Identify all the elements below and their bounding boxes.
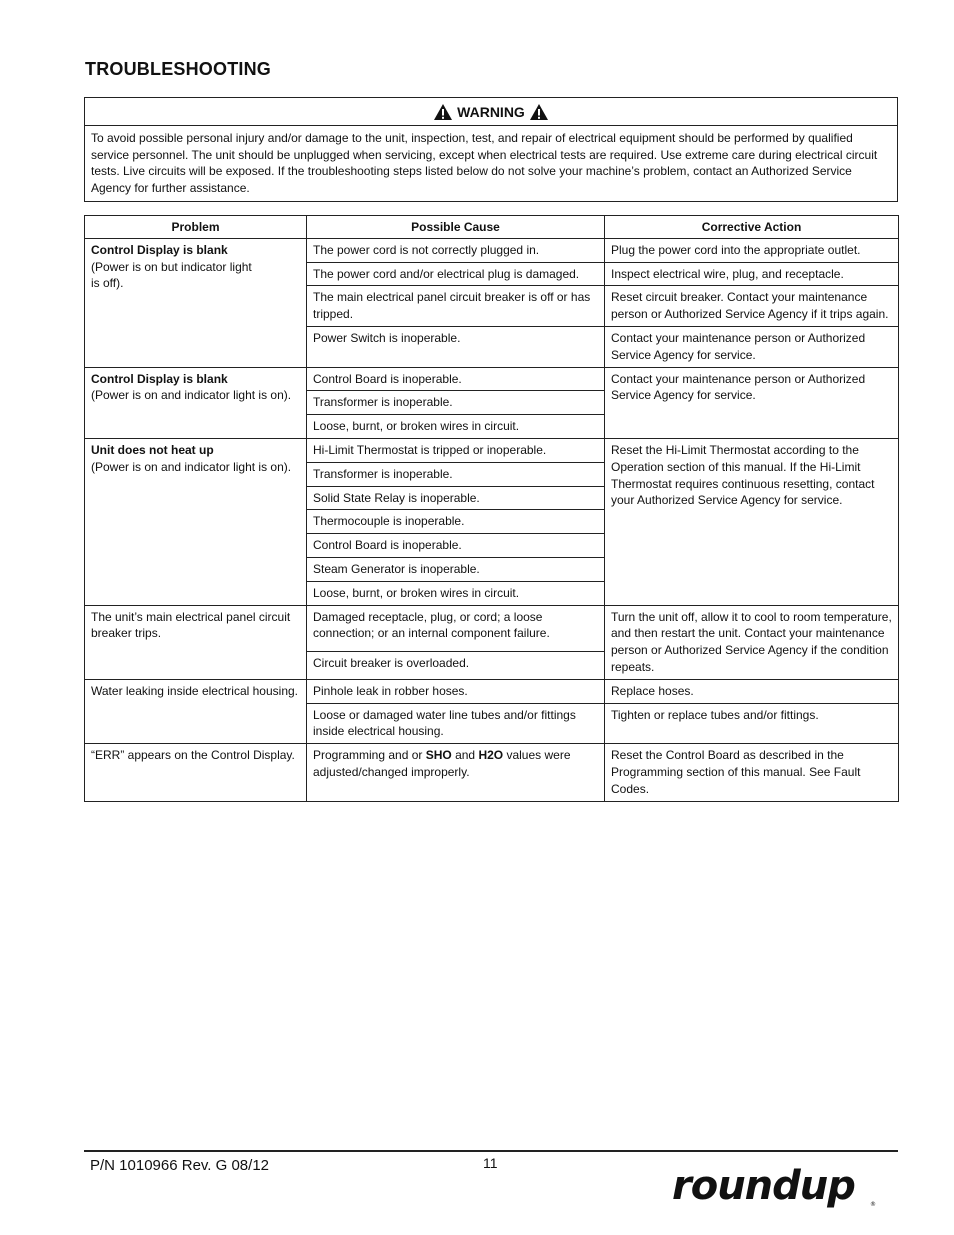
cause-cell: Transformer is inoperable.	[307, 391, 605, 415]
problem-title: Control Display is blank	[91, 242, 228, 257]
problem-detail: (Power is on and indicator light is on).	[91, 459, 292, 474]
cause-cell: Control Board is inoperable.	[307, 534, 605, 558]
cause-cell: Power Switch is inoperable.	[307, 326, 605, 367]
table-row	[85, 744, 899, 801]
problem-title: Control Display is blank	[91, 371, 228, 386]
warning-box	[84, 97, 898, 202]
column-header-problem: Problem	[85, 216, 307, 239]
cause-cell: Control Board is inoperable.	[307, 367, 605, 391]
problem-detail: (Power is on but indicator light is off).	[91, 259, 252, 291]
column-header-cause: Possible Cause	[307, 216, 605, 239]
action-cell: Inspect electrical wire, plug, and receptacle.	[605, 262, 899, 286]
problem-detail: (Power is on and indicator light is on).	[91, 388, 292, 403]
cause-cell: Hi-Limit Thermostat is tripped or inoperable.	[307, 438, 605, 462]
action-cell: Plug the power cord into the appropriate outlet.	[605, 238, 899, 262]
problem-title: Unit does not heat up	[91, 442, 214, 457]
code-sho: SHO	[425, 748, 452, 763]
warning-text: To avoid possible personal injury and/or damage to the unit, inspection, test, and repair of electrical equipment should be performed by qualified service personnel. The unit should be unplugged when servicing, except when electrical tests are required. Use extreme care during electrical circuit tests. Live circuits will be exposed. If the troubleshooting steps listed below do not solve your machine’s problem, contact an Authorized Service Agency for further assistance.	[91, 131, 878, 196]
problem-cell: Water leaking inside electrical housing.	[85, 679, 307, 743]
action-cell: Tighten or replace tubes and/or fittings.	[605, 703, 899, 744]
cause-text: Programming and or	[313, 748, 426, 763]
problem-cell	[85, 367, 307, 438]
table-row	[85, 438, 899, 462]
action-cell: Reset circuit breaker. Contact your maintenance person or Authorized Service Agency if it trips again.	[605, 286, 899, 327]
cause-cell: Circuit breaker is overloaded.	[307, 652, 605, 679]
action-cell: Reset the Hi-Limit Thermostat according to the Operation section of this manual. If the Hi-Limit Thermostat requires continuous resetting, contact your Authorized Service Agency for service.	[605, 438, 899, 605]
part-number: P/N 1010966 Rev. G 08/12	[90, 1157, 270, 1174]
problem-cell	[85, 438, 307, 605]
warning-triangle-icon	[529, 103, 549, 121]
table-row	[85, 679, 899, 703]
svg-text:®: ®	[870, 1201, 876, 1208]
cause-cell: The power cord is not correctly plugged in.	[307, 238, 605, 262]
roundup-logo	[670, 1166, 902, 1210]
problem-cell: The unit’s main electrical panel circuit breaker trips.	[85, 605, 307, 679]
cause-cell: Steam Generator is inoperable.	[307, 557, 605, 581]
cause-cell: Loose or damaged water line tubes and/or fittings inside electrical housing.	[307, 703, 605, 744]
page-title: TROUBLESHOOTING	[85, 59, 271, 79]
action-cell: Replace hoses.	[605, 679, 899, 703]
cause-cell: Pinhole leak in robber hoses.	[307, 679, 605, 703]
table-row	[85, 605, 899, 652]
column-header-action: Corrective Action	[605, 216, 899, 239]
footer-rule	[84, 1150, 898, 1152]
warning-triangle-icon	[433, 103, 453, 121]
cause-cell: Loose, burnt, or broken wires in circuit.	[307, 581, 605, 605]
problem-cell: “ERR” appears on the Control Display.	[85, 744, 307, 801]
cause-text: values were adjusted/changed improperly.	[313, 748, 571, 779]
action-cell: Contact your maintenance person or Authorized Service Agency for service.	[605, 326, 899, 367]
warning-header	[85, 98, 897, 126]
action-cell: Reset the Control Board as described in the Programming section of this manual. See Fault Codes.	[605, 744, 899, 801]
cause-text: and	[451, 748, 479, 763]
cause-cell: The power cord and/or electrical plug is damaged.	[307, 262, 605, 286]
page-number: 11	[483, 1155, 498, 1171]
code-h2o: H2O	[478, 748, 504, 763]
table-row	[85, 367, 899, 391]
cause-cell: Solid State Relay is inoperable.	[307, 486, 605, 510]
action-cell: Contact your maintenance person or Authorized Service Agency for service.	[605, 367, 899, 438]
cause-cell: Damaged receptacle, plug, or cord; a loose connection; or an internal component failure.	[307, 605, 605, 652]
table-header-row	[85, 216, 899, 239]
table-row	[85, 238, 899, 262]
cause-cell: Transformer is inoperable.	[307, 462, 605, 486]
warning-label: WARNING	[457, 103, 525, 120]
troubleshooting-table	[84, 215, 899, 802]
cause-cell: The main electrical panel circuit breaker is off or has tripped.	[307, 286, 605, 327]
cause-cell	[307, 744, 605, 801]
action-cell: Turn the unit off, allow it to cool to room temperature, and then restart the unit. Contact your maintenance person or Authorized Service Agency if the condition repeats.	[605, 605, 899, 679]
svg-text:roundup: roundup	[672, 1166, 855, 1209]
problem-cell	[85, 238, 307, 367]
cause-cell: Loose, burnt, or broken wires in circuit.	[307, 415, 605, 439]
cause-cell: Thermocouple is inoperable.	[307, 510, 605, 534]
